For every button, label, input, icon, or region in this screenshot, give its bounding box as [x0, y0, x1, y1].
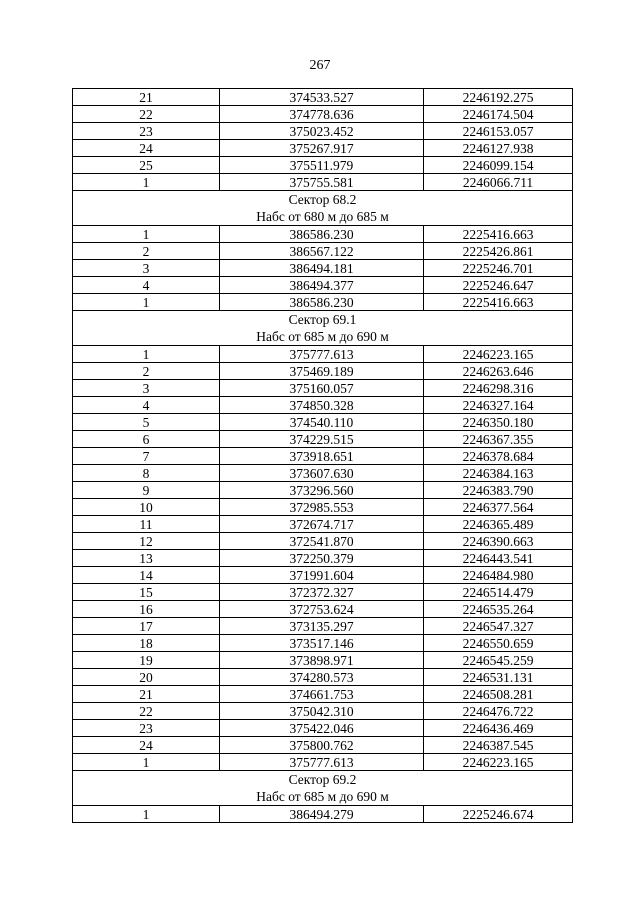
y-coordinate-cell: 2246223.165 — [424, 754, 573, 771]
y-coordinate-cell: 2246378.684 — [424, 448, 573, 465]
point-number-cell: 3 — [73, 380, 220, 397]
point-number-cell: 21 — [73, 686, 220, 703]
table-row — [73, 260, 573, 277]
y-coordinate-cell: 2246127.938 — [424, 140, 573, 157]
y-coordinate-cell: 2246436.469 — [424, 720, 573, 737]
table-row — [73, 533, 573, 550]
table-row — [73, 157, 573, 174]
table-row — [73, 431, 573, 448]
point-number-cell: 15 — [73, 584, 220, 601]
y-coordinate-cell: 2246535.264 — [424, 601, 573, 618]
x-coordinate-cell: 375160.057 — [220, 380, 424, 397]
x-coordinate-cell: 372250.379 — [220, 550, 424, 567]
table-row — [73, 618, 573, 635]
table-row — [73, 652, 573, 669]
y-coordinate-cell: 2246223.165 — [424, 346, 573, 363]
y-coordinate-cell: 2246508.281 — [424, 686, 573, 703]
x-coordinate-cell: 373517.146 — [220, 635, 424, 652]
x-coordinate-cell: 375267.917 — [220, 140, 424, 157]
x-coordinate-cell: 375777.613 — [220, 346, 424, 363]
y-coordinate-cell: 2246350.180 — [424, 414, 573, 431]
point-number-cell: 24 — [73, 140, 220, 157]
x-coordinate-cell: 386586.230 — [220, 294, 424, 311]
table-row — [73, 806, 573, 823]
table-row — [73, 380, 573, 397]
y-coordinate-cell: 2246531.131 — [424, 669, 573, 686]
y-coordinate-cell: 2246153.057 — [424, 123, 573, 140]
point-number-cell: 23 — [73, 123, 220, 140]
x-coordinate-cell: 373135.297 — [220, 618, 424, 635]
x-coordinate-cell: 374661.753 — [220, 686, 424, 703]
table-row — [73, 584, 573, 601]
y-coordinate-cell: 2246327.164 — [424, 397, 573, 414]
point-number-cell: 9 — [73, 482, 220, 499]
table-row — [73, 106, 573, 123]
y-coordinate-cell: 2246174.504 — [424, 106, 573, 123]
table-row — [73, 720, 573, 737]
x-coordinate-cell: 371991.604 — [220, 567, 424, 584]
x-coordinate-cell: 374280.573 — [220, 669, 424, 686]
y-coordinate-cell: 2246377.564 — [424, 499, 573, 516]
x-coordinate-cell: 374533.527 — [220, 89, 424, 106]
point-number-cell: 21 — [73, 89, 220, 106]
table-row — [73, 226, 573, 243]
x-coordinate-cell: 374778.636 — [220, 106, 424, 123]
sector-title: Сектор 68.2 — [288, 192, 357, 207]
point-number-cell: 16 — [73, 601, 220, 618]
sector-header — [73, 771, 573, 806]
point-number-cell: 25 — [73, 157, 220, 174]
y-coordinate-cell: 2246443.541 — [424, 550, 573, 567]
y-coordinate-cell: 2246387.545 — [424, 737, 573, 754]
sector-elevation-range: Набс от 685 м до 690 м — [256, 329, 389, 344]
sector-title: Сектор 69.2 — [288, 772, 357, 787]
point-number-cell: 6 — [73, 431, 220, 448]
table-row — [73, 123, 573, 140]
x-coordinate-cell: 374540.110 — [220, 414, 424, 431]
y-coordinate-cell: 2225246.647 — [424, 277, 573, 294]
table-row — [73, 277, 573, 294]
coordinates-table-body — [73, 89, 573, 823]
x-coordinate-cell: 375422.046 — [220, 720, 424, 737]
point-number-cell: 13 — [73, 550, 220, 567]
table-row — [73, 397, 573, 414]
y-coordinate-cell: 2246545.259 — [424, 652, 573, 669]
table-row — [73, 140, 573, 157]
point-number-cell: 18 — [73, 635, 220, 652]
x-coordinate-cell: 386494.181 — [220, 260, 424, 277]
sector-header — [73, 311, 573, 346]
x-coordinate-cell: 372372.327 — [220, 584, 424, 601]
sector-header-row — [73, 311, 573, 346]
table-row — [73, 465, 573, 482]
y-coordinate-cell: 2246383.790 — [424, 482, 573, 499]
table-row — [73, 294, 573, 311]
x-coordinate-cell: 375511.979 — [220, 157, 424, 174]
x-coordinate-cell: 372985.553 — [220, 499, 424, 516]
y-coordinate-cell: 2246263.646 — [424, 363, 573, 380]
point-number-cell: 22 — [73, 703, 220, 720]
sector-header-row — [73, 191, 573, 226]
x-coordinate-cell: 375755.581 — [220, 174, 424, 191]
y-coordinate-cell: 2225426.861 — [424, 243, 573, 260]
y-coordinate-cell: 2246298.316 — [424, 380, 573, 397]
table-row — [73, 346, 573, 363]
point-number-cell: 23 — [73, 720, 220, 737]
x-coordinate-cell: 372674.717 — [220, 516, 424, 533]
point-number-cell: 19 — [73, 652, 220, 669]
point-number-cell: 11 — [73, 516, 220, 533]
x-coordinate-cell: 375042.310 — [220, 703, 424, 720]
point-number-cell: 8 — [73, 465, 220, 482]
table-row — [73, 737, 573, 754]
table-row — [73, 448, 573, 465]
y-coordinate-cell: 2225416.663 — [424, 226, 573, 243]
x-coordinate-cell: 372541.870 — [220, 533, 424, 550]
table-row — [73, 482, 573, 499]
point-number-cell: 1 — [73, 806, 220, 823]
sector-title: Сектор 69.1 — [288, 312, 357, 327]
sector-elevation-range: Набс от 680 м до 685 м — [256, 209, 389, 224]
point-number-cell: 7 — [73, 448, 220, 465]
point-number-cell: 10 — [73, 499, 220, 516]
table-row — [73, 516, 573, 533]
y-coordinate-cell: 2246514.479 — [424, 584, 573, 601]
y-coordinate-cell: 2246547.327 — [424, 618, 573, 635]
table-row — [73, 635, 573, 652]
x-coordinate-cell: 374850.328 — [220, 397, 424, 414]
x-coordinate-cell: 373898.971 — [220, 652, 424, 669]
y-coordinate-cell: 2225416.663 — [424, 294, 573, 311]
x-coordinate-cell: 386494.279 — [220, 806, 424, 823]
y-coordinate-cell: 2246099.154 — [424, 157, 573, 174]
y-coordinate-cell: 2246390.663 — [424, 533, 573, 550]
point-number-cell: 14 — [73, 567, 220, 584]
x-coordinate-cell: 386567.122 — [220, 243, 424, 260]
table-row — [73, 243, 573, 260]
point-number-cell: 1 — [73, 174, 220, 191]
x-coordinate-cell: 375469.189 — [220, 363, 424, 380]
x-coordinate-cell: 372753.624 — [220, 601, 424, 618]
point-number-cell: 24 — [73, 737, 220, 754]
x-coordinate-cell: 373918.651 — [220, 448, 424, 465]
point-number-cell: 2 — [73, 363, 220, 380]
y-coordinate-cell: 2225246.701 — [424, 260, 573, 277]
x-coordinate-cell: 386494.377 — [220, 277, 424, 294]
y-coordinate-cell: 2246484.980 — [424, 567, 573, 584]
table-row — [73, 363, 573, 380]
table-row — [73, 703, 573, 720]
x-coordinate-cell: 375800.762 — [220, 737, 424, 754]
point-number-cell: 20 — [73, 669, 220, 686]
sector-elevation-range: Набс от 685 м до 690 м — [256, 789, 389, 804]
point-number-cell: 5 — [73, 414, 220, 431]
point-number-cell: 2 — [73, 243, 220, 260]
point-number-cell: 1 — [73, 754, 220, 771]
table-row — [73, 669, 573, 686]
y-coordinate-cell: 2246192.275 — [424, 89, 573, 106]
x-coordinate-cell: 373607.630 — [220, 465, 424, 482]
table-row — [73, 550, 573, 567]
point-number-cell: 12 — [73, 533, 220, 550]
table-row — [73, 601, 573, 618]
sector-header — [73, 191, 573, 226]
table-row — [73, 414, 573, 431]
table-row — [73, 499, 573, 516]
point-number-cell: 4 — [73, 397, 220, 414]
table-row — [73, 567, 573, 584]
x-coordinate-cell: 373296.560 — [220, 482, 424, 499]
point-number-cell: 1 — [73, 346, 220, 363]
table-row — [73, 89, 573, 106]
page-number: 267 — [309, 58, 331, 73]
point-number-cell: 17 — [73, 618, 220, 635]
sector-header-row — [73, 771, 573, 806]
point-number-cell: 3 — [73, 260, 220, 277]
y-coordinate-cell: 2246367.355 — [424, 431, 573, 448]
y-coordinate-cell: 2246476.722 — [424, 703, 573, 720]
point-number-cell: 4 — [73, 277, 220, 294]
point-number-cell: 22 — [73, 106, 220, 123]
x-coordinate-cell: 375777.613 — [220, 754, 424, 771]
x-coordinate-cell: 386586.230 — [220, 226, 424, 243]
y-coordinate-cell: 2246066.711 — [424, 174, 573, 191]
y-coordinate-cell: 2246384.163 — [424, 465, 573, 482]
point-number-cell: 1 — [73, 226, 220, 243]
y-coordinate-cell: 2246365.489 — [424, 516, 573, 533]
table-row — [73, 686, 573, 703]
x-coordinate-cell: 375023.452 — [220, 123, 424, 140]
x-coordinate-cell: 374229.515 — [220, 431, 424, 448]
table-row — [73, 754, 573, 771]
y-coordinate-cell: 2246550.659 — [424, 635, 573, 652]
table-row — [73, 174, 573, 191]
coordinates-table — [72, 88, 573, 823]
point-number-cell: 1 — [73, 294, 220, 311]
y-coordinate-cell: 2225246.674 — [424, 806, 573, 823]
